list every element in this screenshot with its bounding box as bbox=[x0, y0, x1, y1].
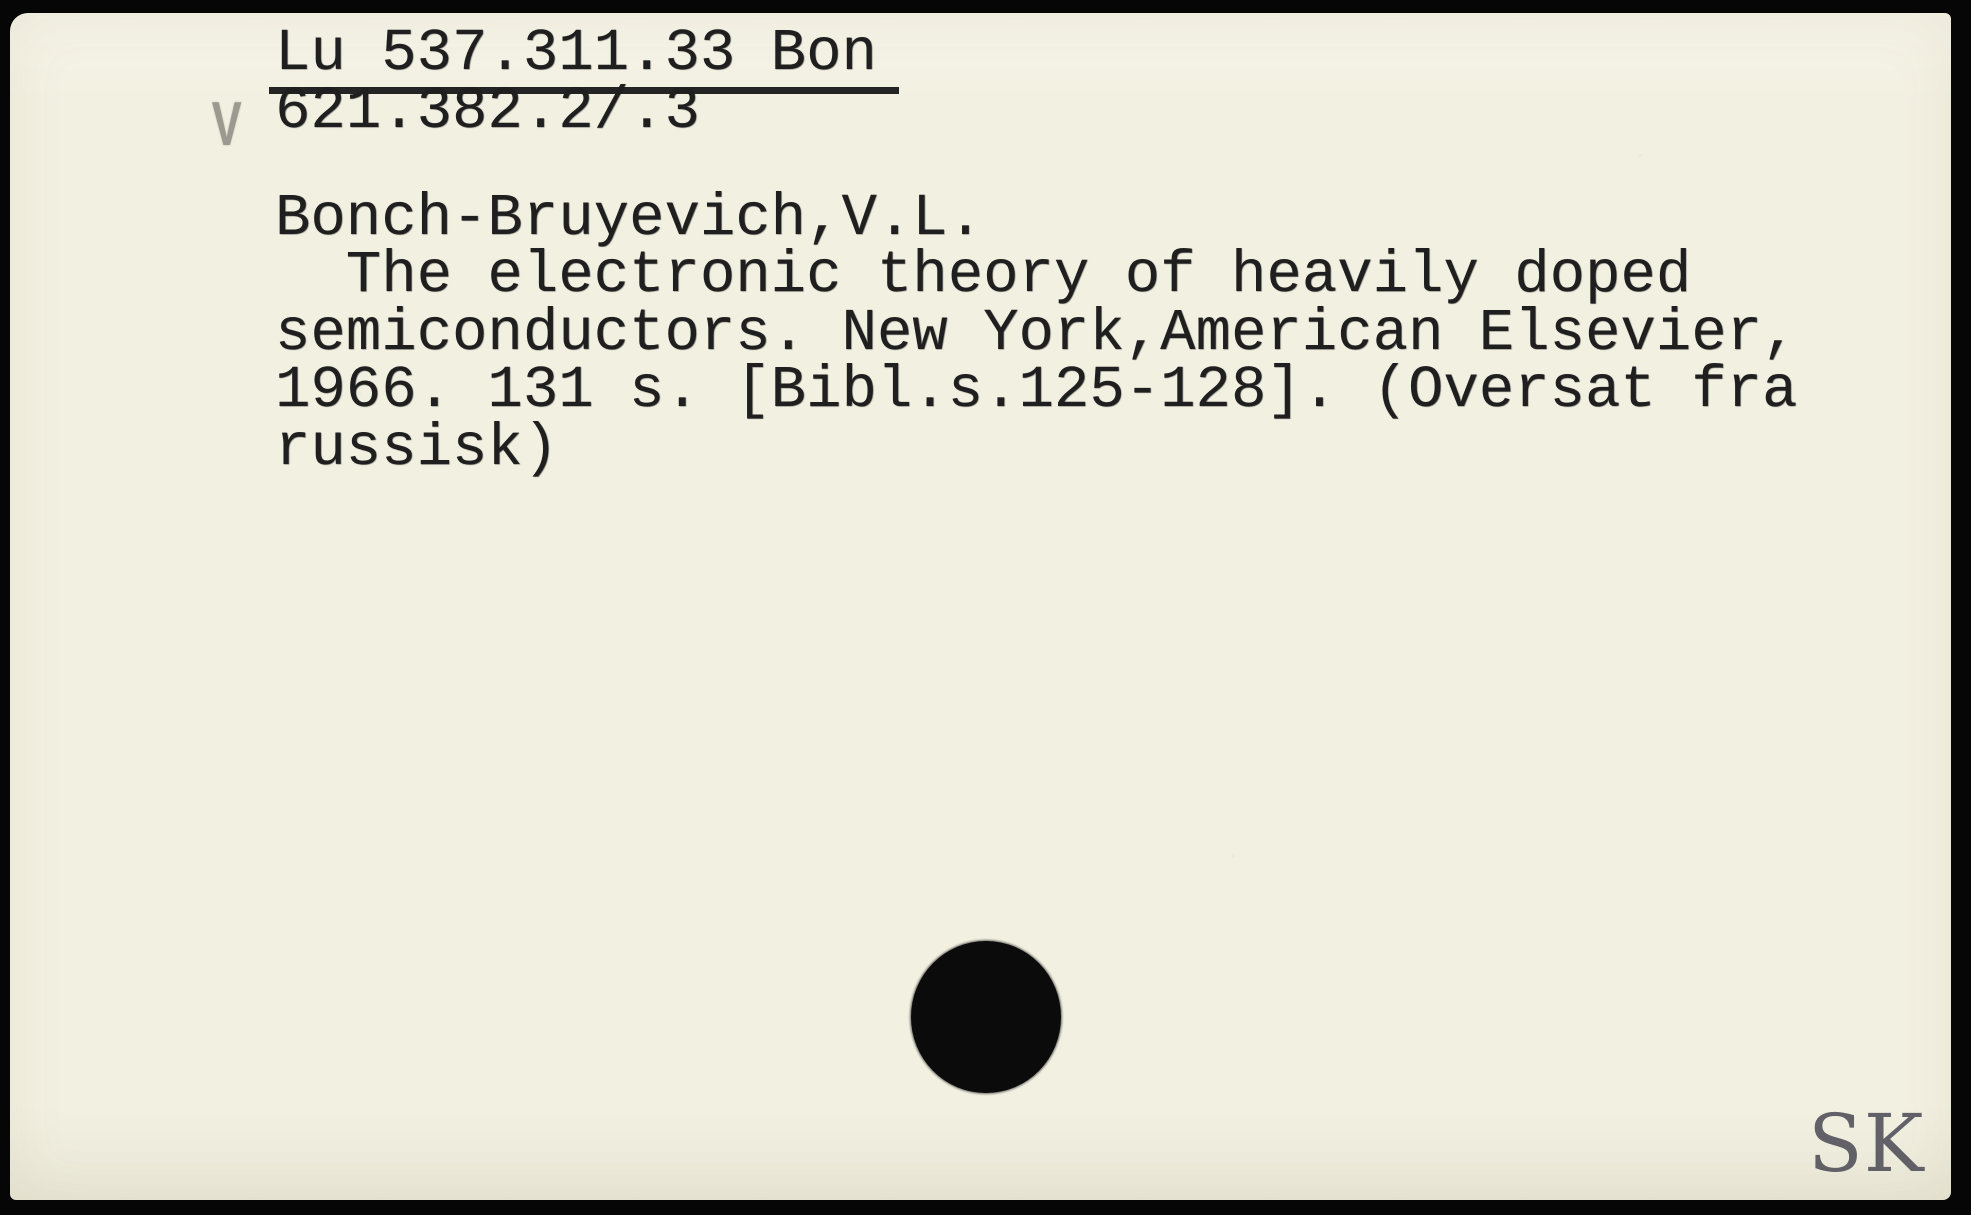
call-number-line1: Lu 537.311.33 Bon bbox=[269, 25, 899, 94]
description-line-4: russisk) bbox=[275, 414, 559, 482]
pencil-checkmark: V bbox=[211, 90, 242, 159]
description-block bbox=[275, 242, 1798, 482]
sk-stamp: SK bbox=[1808, 1097, 1925, 1190]
description-line-2: semiconductors. New York,American Elsevier, bbox=[275, 299, 1798, 367]
description-line-1: The electronic theory of heavily doped bbox=[275, 242, 1692, 309]
author-line: Bonch-Bruyevich,V.L. bbox=[275, 185, 984, 252]
description-line-3: 1966. 131 s. [Bibl.s.125-128]. (Oversat fra bbox=[275, 357, 1798, 424]
punch-hole bbox=[911, 941, 1061, 1093]
library-catalog-card bbox=[10, 13, 1951, 1200]
call-number-line2: 621.382.2/.3 bbox=[275, 78, 700, 145]
